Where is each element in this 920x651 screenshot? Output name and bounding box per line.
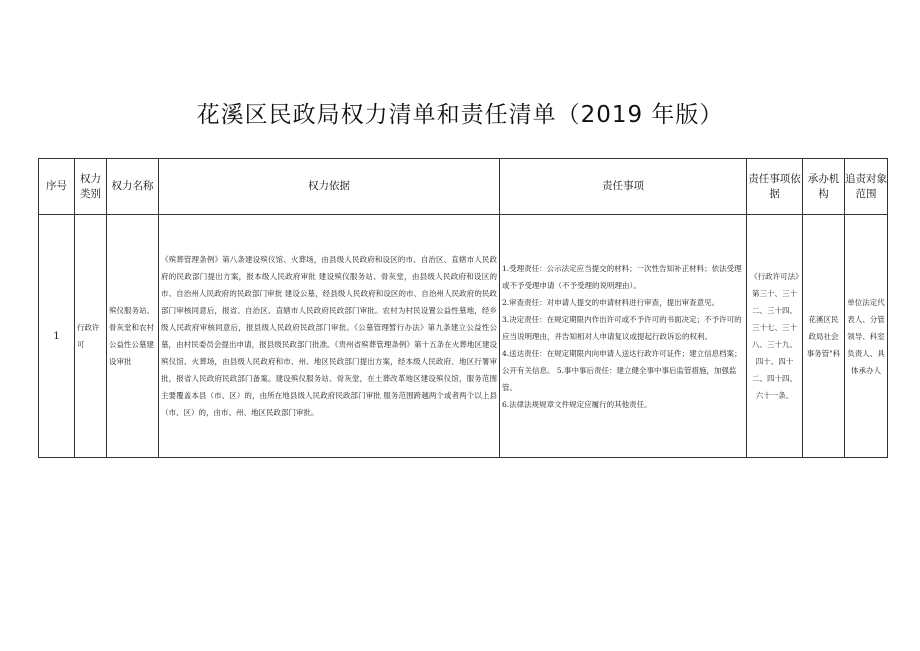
duty-item: 3.决定责任：在规定期限内作出许可或不予许可的书面决定；不予许可的应当说明理由，并告知相对人申请复议或提起行政诉讼的权利。	[502, 314, 742, 341]
page-title: 花溪区民政局权力清单和责任清单（2019 年版）	[196, 102, 724, 128]
power-list-table	[38, 158, 888, 458]
header-basis: 权力依据	[159, 159, 500, 215]
table-row	[39, 215, 888, 458]
cell-basis: 《殡葬管理条例》第八条建设殡仪馆、火葬场，由县级人民政府和设区的市、自治区、直辖市人民政府的民政部门提出方案，报本级人民政府审批 建设殡仪服务站、骨灰堂，由县级人民政府和设区的市、自治州人民政府的民政部门审批 建设公墓，经县级人民政府和设区的市、自治州人民政府的民政部门审核同意后，报省、自治区、直辖市人民政府民政部门审批。农村为村民设置公益性墓地，经乡级人民政府审核同意后，报县级人民政府民政部门审批。《公墓管理暂行办法》第九条建立公益性公墓，由村民委员会提出申请，报县级民政部门批准。《贵州省殡葬管理条例》第十五条在火葬地区建设殡仪馆、火葬场，由县级人民政府和市、州、地区民政部门提出方案，经本级人民政府、地区行署审批，报省人民政府民政部门备案。建设殡仪服务站、骨灰堂，在土葬改革地区建设殡仪馆，服务范围主要覆盖本县（市、区）的，由所在地县级人民政府民政部门审批 服务范围跨越两个或者两个以上县（市、区）的，由市、州、地区民政部门审批。	[159, 215, 500, 458]
cell-dept: 花溪区民政局社会事务管"科	[803, 215, 845, 458]
header-category: 权力类别	[75, 159, 107, 215]
cell-scope: 单位法定代表人、分管领导、科室负责人、具体承办人	[845, 215, 888, 458]
duty-item: 4.送达责任：在规定期限内向申请人送达行政许可证件；建立信息档案；公开有关信息。 5.事中事后责任：建立健全事中事后监管措施，加强监管。	[502, 348, 742, 392]
header-dept: 承办机构	[803, 159, 845, 215]
table-header-row	[39, 159, 888, 215]
duty-item: 1.受理责任：公示法定应当提交的材料；一次性告知补正材料；依法受理或不予受理申请（不予受理的说明理由）。	[502, 263, 742, 290]
cell-seq: 1	[39, 215, 75, 458]
header-seq: 序号	[39, 159, 75, 215]
cell-duty	[500, 215, 747, 458]
header-name: 权力名称	[107, 159, 159, 215]
header-scope: 追责对象范围	[845, 159, 888, 215]
cell-category: 行政许可	[75, 215, 107, 458]
header-duty: 责任事项	[500, 159, 747, 215]
header-duty-basis: 责任事项依据	[747, 159, 803, 215]
cell-duty-basis: 《行政许可法》第三十、三十二、三十四、三十七、三十八、三十九、四十、四十二、四十四、六十一条。	[747, 215, 803, 458]
cell-name: 殡仪服务站、骨灰堂和农村公益性公墓建设审批	[107, 215, 159, 458]
duty-item: 2.审查责任：对申请人提交的申请材料进行审查，提出审查意见。	[502, 297, 720, 307]
duty-item: 6.法律法规规章文件规定应履行的其他责任。	[502, 399, 652, 409]
